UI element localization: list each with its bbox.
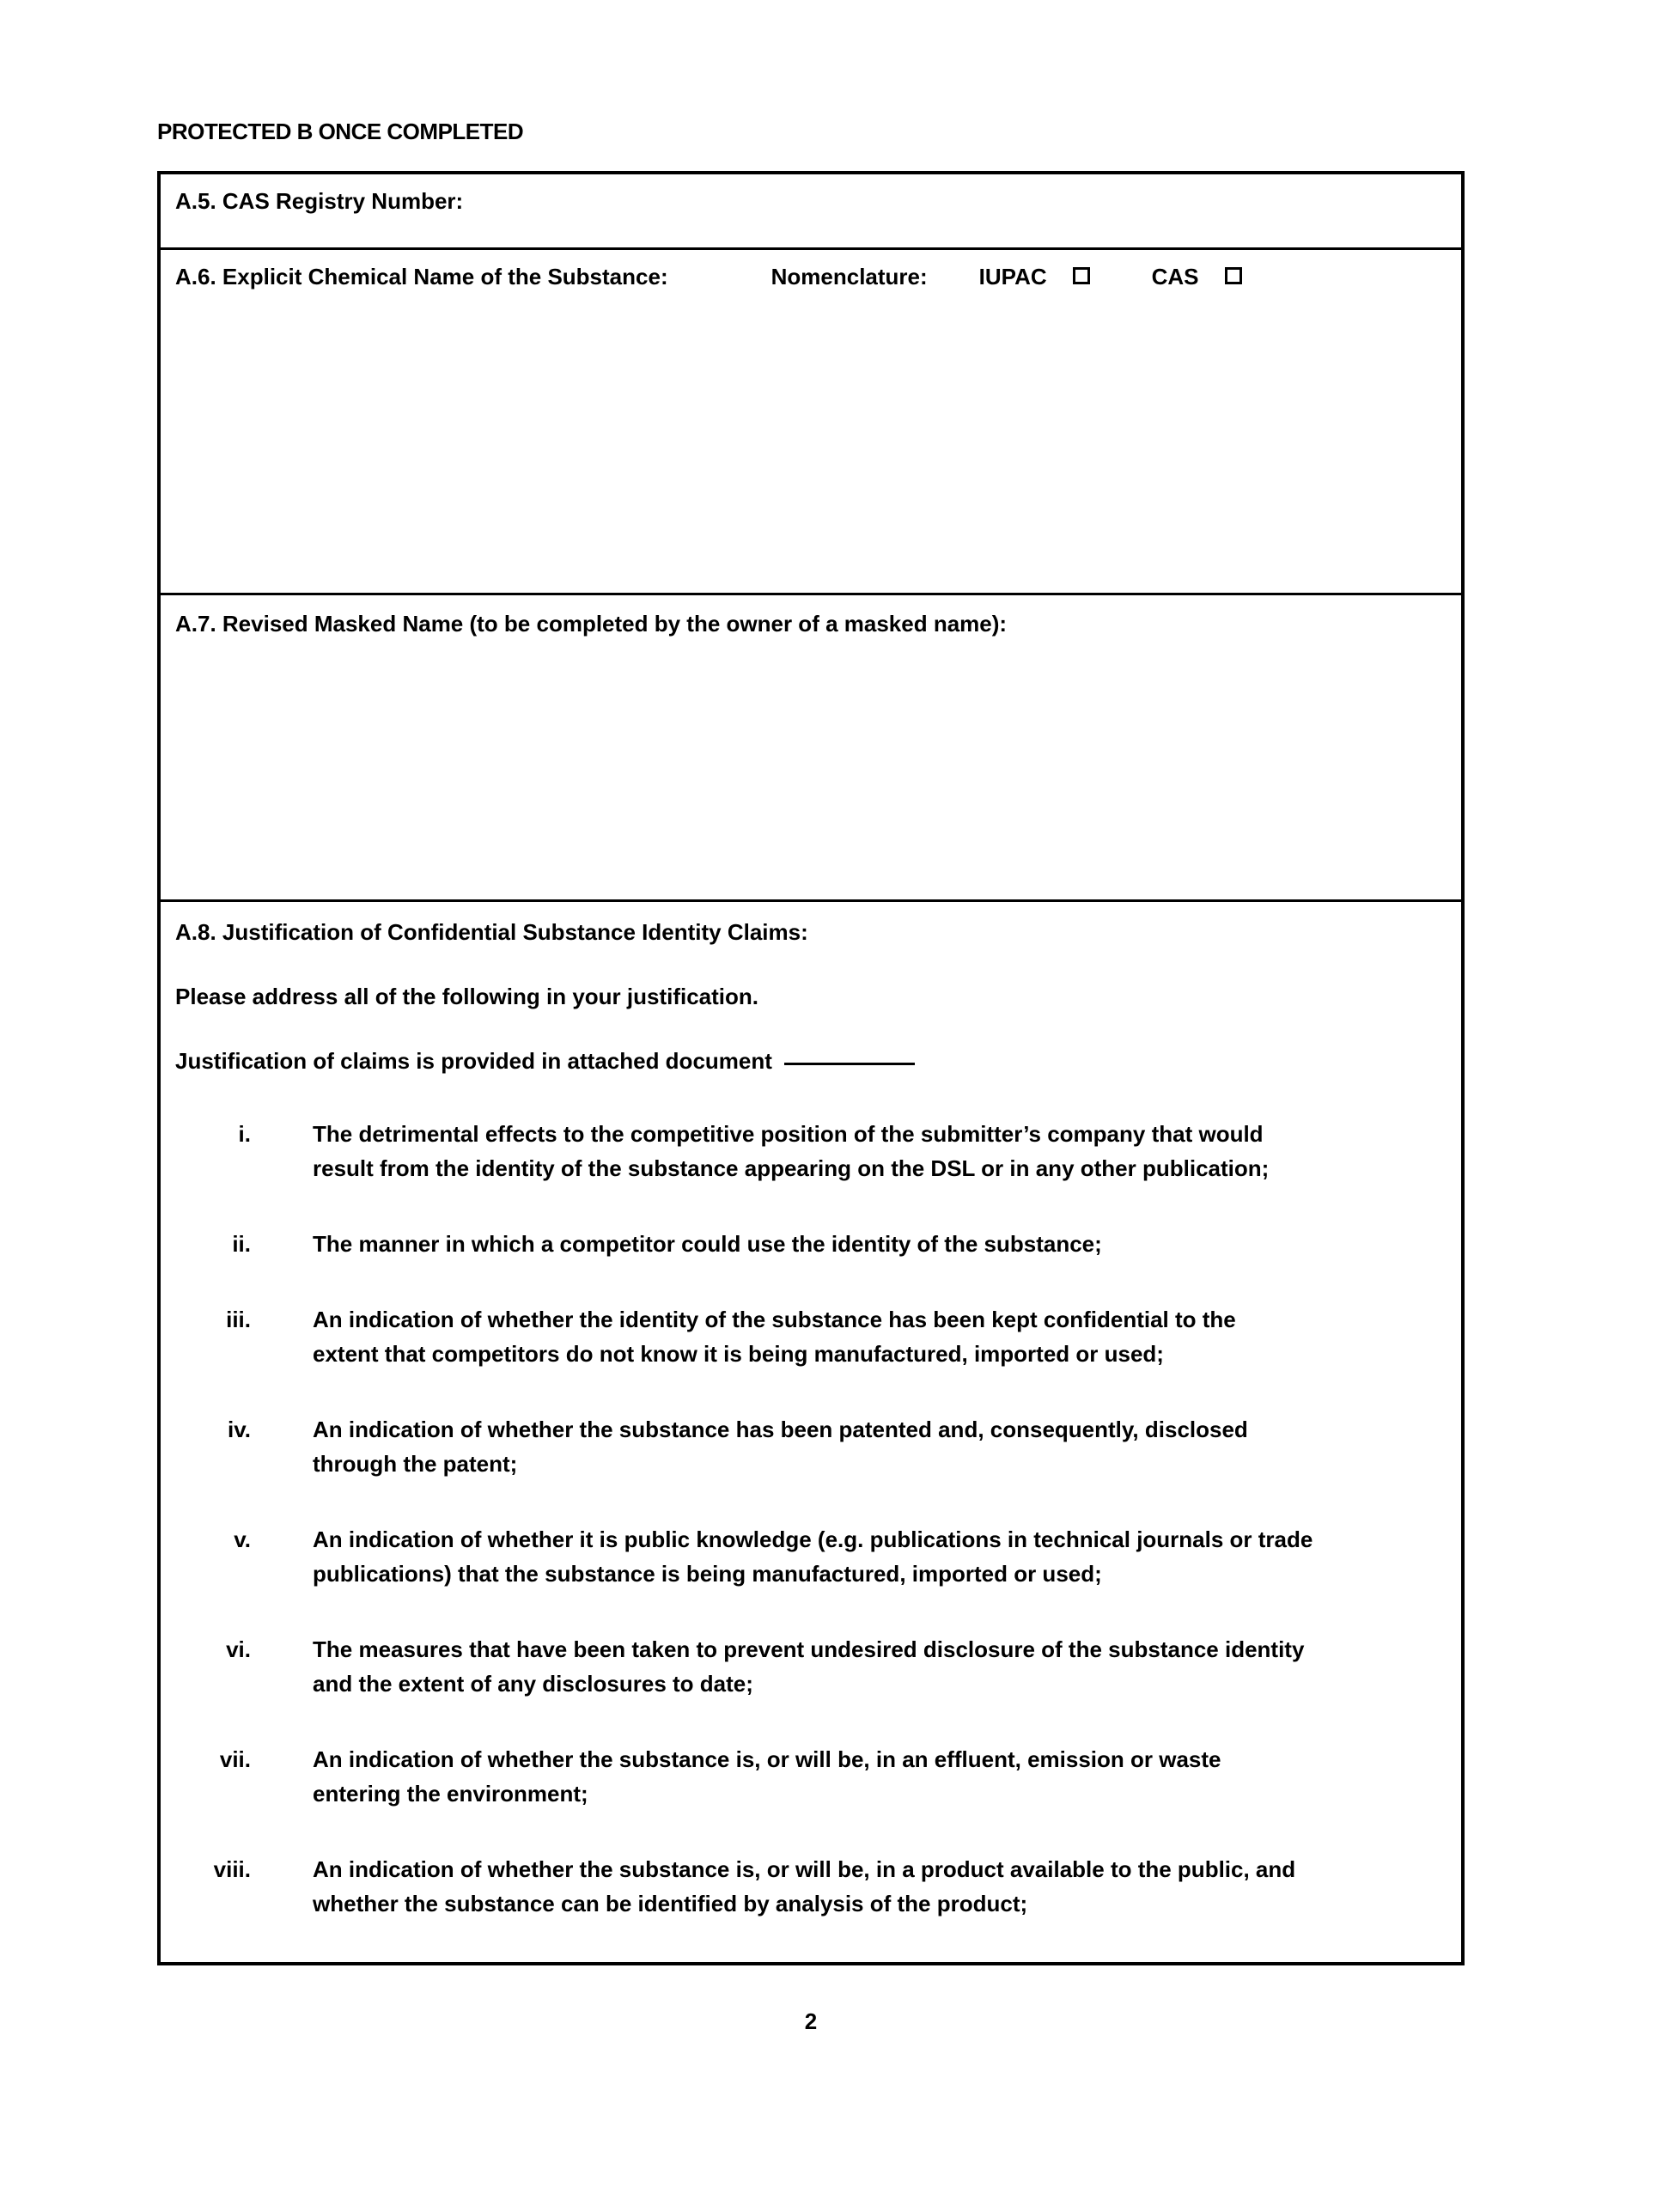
item-line: result from the identity of the substance appearing on the DSL or in any other publication; [313, 1155, 1270, 1181]
nomenclature-option-iupac [979, 264, 1090, 290]
item-numeral: iv. [228, 1417, 251, 1442]
item-line: An indication of whether it is public knowledge (e.g. publications in technical journals or trade [313, 1526, 1313, 1552]
item-line: entering the environment; [313, 1781, 588, 1807]
a6-nomenclature-label: Nomenclature: [770, 264, 928, 290]
item-numeral: viii. [213, 1856, 251, 1882]
item-line: extent that competitors do not know it is being manufactured, imported or used; [313, 1341, 1164, 1367]
item-line: An indication of whether the substance has been patented and, consequently, disclosed [313, 1417, 1248, 1442]
item-text [313, 1117, 1447, 1185]
attachment-document-blank[interactable] [784, 1059, 915, 1065]
justification-item [175, 1522, 1447, 1591]
justification-item [175, 1632, 1447, 1701]
section-a6 [161, 247, 1461, 592]
cas-option-label: CAS [1151, 264, 1199, 290]
section-a5 [161, 174, 1461, 247]
a6-header [175, 264, 1447, 290]
a6-nomenclature-options [928, 264, 1242, 290]
iupac-option-label: IUPAC [978, 264, 1047, 290]
item-line: The detrimental effects to the competitive position of the submitter’s company that would [313, 1121, 1264, 1147]
a7-label: A.7. Revised Masked Name (to be completed by the owner of a masked name): [175, 610, 1008, 637]
nomenclature-option-cas [1152, 264, 1242, 290]
item-line: The measures that have been taken to prevent undesired disclosure of the substance identity [313, 1636, 1305, 1662]
a8-items [175, 1117, 1447, 1962]
justification-item [175, 1742, 1447, 1811]
section-a8 [161, 899, 1461, 1962]
item-text [313, 1632, 1447, 1701]
item-text [313, 1227, 1447, 1261]
justification-item [175, 1117, 1447, 1185]
a8-label: A.8. Justification of Confidential Substance Identity Claims: [175, 919, 808, 945]
item-numeral: vii. [219, 1746, 251, 1772]
iupac-checkbox[interactable] [1073, 267, 1090, 284]
page-number: 2 [804, 2008, 818, 2034]
classification-banner: PROTECTED B ONCE COMPLETED [157, 119, 524, 144]
a7-input-area[interactable] [175, 637, 1447, 894]
item-numeral: iii. [226, 1307, 251, 1332]
justification-item [175, 1302, 1447, 1371]
item-text [313, 1302, 1447, 1371]
a8-instruction: Please address all of the following in your justification. [175, 984, 759, 1009]
item-line: An indication of whether the substance is, or will be, in an effluent, emission or waste [313, 1746, 1221, 1772]
item-text [313, 1852, 1447, 1921]
item-line: An indication of whether the substance is, or will be, in a product available to the public, and [313, 1856, 1296, 1882]
item-line: The manner in which a competitor could use the identity of the substance; [313, 1231, 1102, 1257]
justification-item [175, 1227, 1447, 1261]
item-text [313, 1742, 1447, 1811]
form-table [157, 171, 1465, 1965]
item-numeral: i. [238, 1121, 251, 1147]
item-numeral: v. [234, 1526, 251, 1552]
section-a7 [161, 593, 1461, 899]
item-numeral: vi. [226, 1636, 251, 1662]
a6-input-area[interactable] [175, 290, 1447, 574]
item-text [313, 1412, 1447, 1481]
a8-attachment-line [175, 1048, 1447, 1074]
a5-input-area[interactable] [463, 188, 1447, 247]
justification-item [175, 1412, 1447, 1481]
item-line: through the patent; [313, 1451, 518, 1477]
item-line: and the extent of any disclosures to date; [313, 1671, 753, 1697]
item-line: publications) that the substance is being manufactured, imported or used; [313, 1561, 1102, 1587]
item-numeral: ii. [232, 1231, 251, 1257]
item-line: An indication of whether the identity of the substance has been kept confidential to the [313, 1307, 1236, 1332]
a8-attachment-sentence: Justification of claims is provided in attached document [175, 1048, 772, 1074]
item-text [313, 1522, 1447, 1591]
a5-label: A.5. CAS Registry Number: [175, 188, 464, 214]
justification-item [175, 1852, 1447, 1921]
cas-checkbox[interactable] [1225, 267, 1242, 284]
a6-label: A.6. Explicit Chemical Name of the Substance: [175, 264, 668, 290]
item-line: whether the substance can be identified by analysis of the product; [313, 1891, 1028, 1916]
